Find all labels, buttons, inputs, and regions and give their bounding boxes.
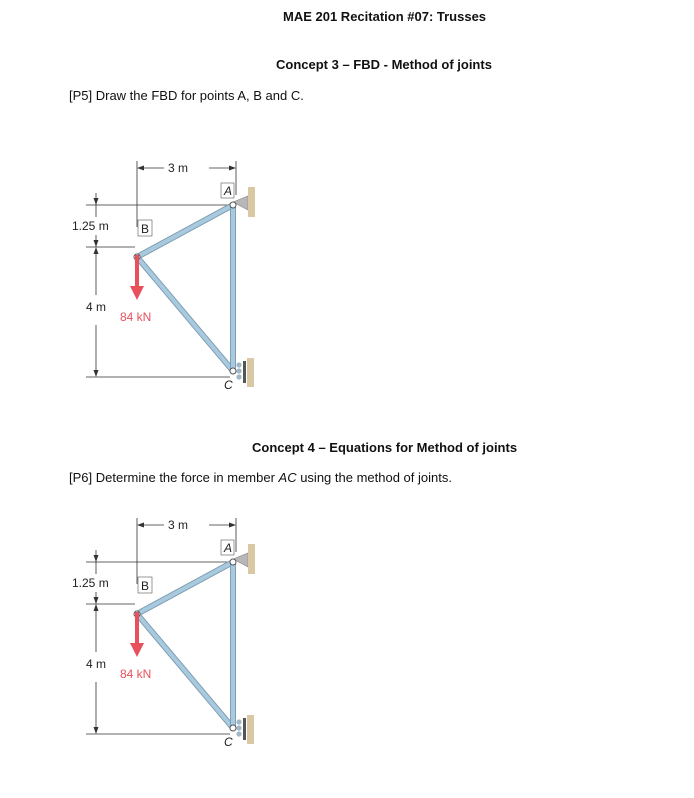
dim-horizontal-label: 3 m <box>168 518 189 532</box>
joint-c-label: C <box>224 378 233 392</box>
problem-p6-text <box>69 470 452 485</box>
dim-top-vertical-label: 1.25 m <box>72 219 109 233</box>
p6-member-name: AC <box>278 470 297 485</box>
dim-bottom-vertical-label: 4 m <box>86 300 107 314</box>
dim-bottom-vertical-label: 4 m <box>86 657 107 671</box>
dim-horizontal-label: 3 m <box>168 161 189 175</box>
joint-a-label: A <box>224 541 233 555</box>
joint-c-pin <box>230 725 236 731</box>
dim-top-vertical-label: 1.25 m <box>72 576 109 590</box>
joint-b-label: B <box>141 579 150 593</box>
p6-text-prefix: [P6] Determine the force in member <box>69 470 279 485</box>
load-label: 84 kN <box>120 310 152 324</box>
roller-support-c <box>236 358 254 387</box>
joint-a-pin <box>230 559 236 565</box>
roller-support-c <box>236 715 254 744</box>
joint-b-label: B <box>141 222 150 236</box>
p6-text-suffix: using the method of joints. <box>296 470 452 485</box>
problem-p5-text: [P5] Draw the FBD for points A, B and C. <box>69 88 304 103</box>
joint-c-pin <box>230 368 236 374</box>
concept-4-heading: Concept 4 – Equations for Method of joints <box>252 440 518 455</box>
truss-figure-p6 <box>60 512 270 752</box>
joint-c-label: C <box>224 735 233 749</box>
load-label: 84 kN <box>120 667 152 681</box>
concept-3-heading: Concept 3 – FBD - Method of joints <box>276 57 492 72</box>
truss-figure-p5 <box>60 155 270 395</box>
joint-a-label: A <box>224 184 233 198</box>
joint-a-pin <box>230 202 236 208</box>
document-title: MAE 201 Recitation #07: Trusses <box>283 9 487 24</box>
